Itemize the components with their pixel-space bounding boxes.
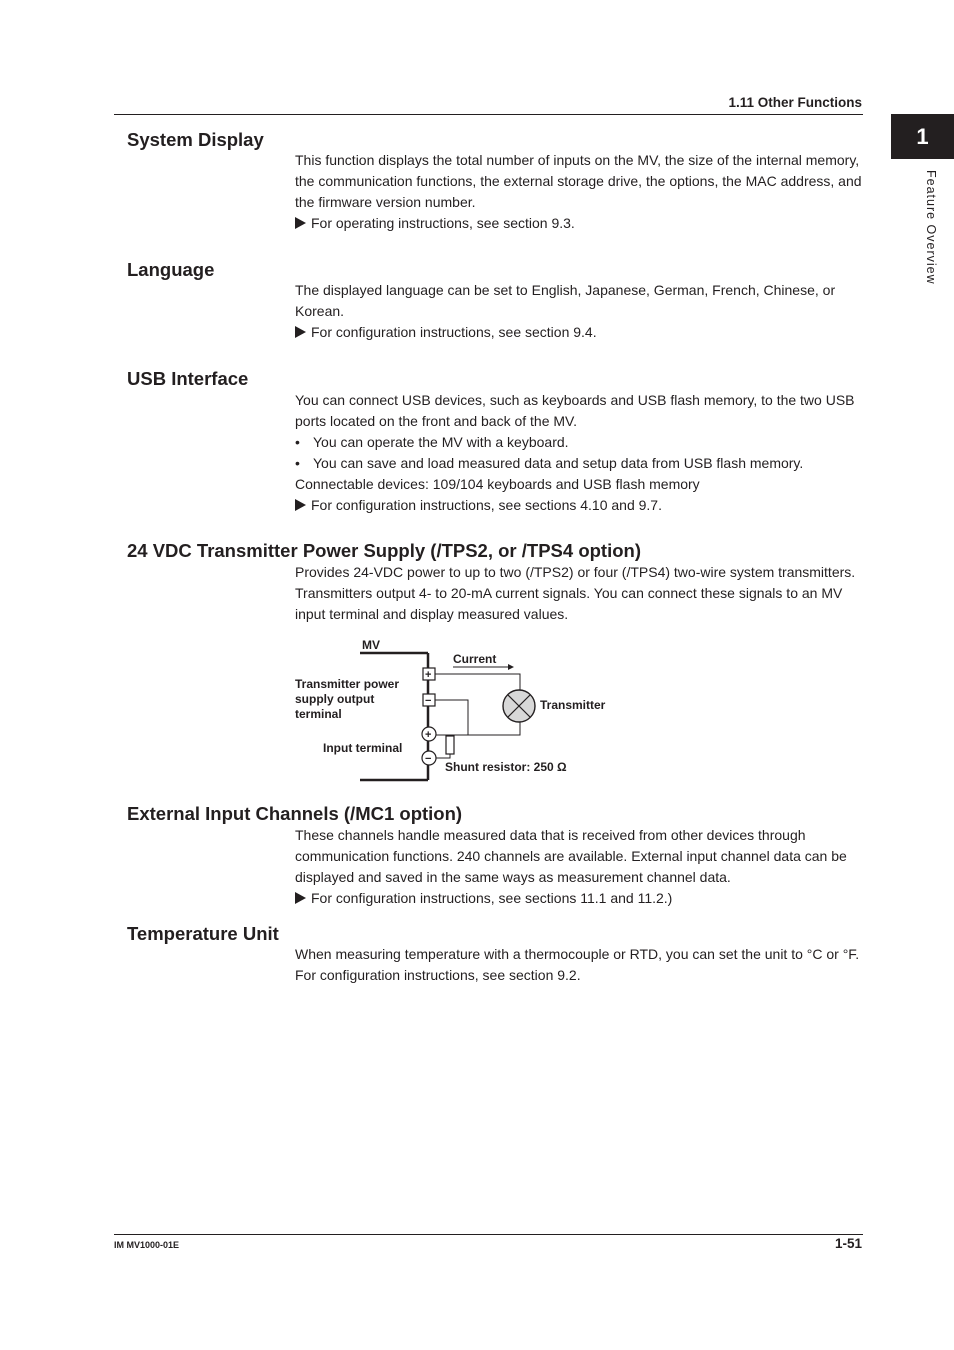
usb-ref: For configuration instructions, see sections 4.10 and 9.7. xyxy=(295,495,865,516)
document-id: IM MV1000-01E xyxy=(114,1240,180,1250)
supply-minus-sign: − xyxy=(425,695,432,707)
external-body xyxy=(295,825,865,909)
system-display-body xyxy=(295,150,865,234)
chapter-tab: 1 xyxy=(891,114,954,159)
system-display-text: This function displays the total number of inputs on the MV, the size of the internal memory, the communication functions, the external storage drive, the options, the MAC address, and the firmware version number. xyxy=(295,152,862,210)
label-supply-3: terminal xyxy=(295,707,342,721)
label-supply-2: supply output xyxy=(295,692,375,706)
page-number: 1-51 xyxy=(834,1236,862,1251)
current-arrow-head xyxy=(508,664,514,670)
wire-transmitter-to-input xyxy=(436,721,520,735)
label-mv: MV xyxy=(362,638,380,652)
usb-devices: Connectable devices: 109/104 keyboards and USB flash memory xyxy=(295,476,700,492)
heading-usb-interface: USB Interface xyxy=(127,368,249,389)
label-supply-1: Transmitter power xyxy=(295,677,400,691)
tps-text: Provides 24-VDC power to up to two (/TPS2) or four (/TPS4) two-wire system transmitters. Transmitters output 4- to 20-mA current signals. You can connect these signals to an MV input terminal and display measured values. xyxy=(295,564,856,622)
running-header: 1.11 Other Functions xyxy=(728,95,862,110)
usb-bullet: • You can save and load measured data and setup data from USB flash memory. xyxy=(295,453,865,474)
heading-external-input: External Input Channels (/MC1 option) xyxy=(127,803,463,824)
external-ref: For configuration instructions, see sections 11.1 and 11.2.) xyxy=(295,888,865,909)
tps-body xyxy=(295,562,865,625)
system-display-ref: For operating instructions, see section 9.3. xyxy=(295,213,865,234)
external-text: These channels handle measured data that is received from other devices through communication functions. 240 channels are available. External input channel data can be displayed and saved in the same ways as measurement channel data. xyxy=(295,827,847,885)
label-input-terminal: Input terminal xyxy=(323,741,403,755)
label-shunt: Shunt resistor: 250 Ω xyxy=(445,760,567,774)
heading-system-display: System Display xyxy=(127,129,264,150)
heading-language: Language xyxy=(127,259,215,280)
heading-tps: 24 VDC Transmitter Power Supply (/TPS2, or /TPS4 option) xyxy=(127,540,641,561)
language-ref: For configuration instructions, see section 9.4. xyxy=(295,322,865,343)
usb-text: You can connect USB devices, such as keyboards and USB flash memory, to the two USB ports located on the front and back of the MV. xyxy=(295,392,855,429)
transmitter-wiring-diagram xyxy=(290,632,630,792)
usb-bullet: • You can operate the MV with a keyboard. xyxy=(295,432,865,453)
label-current: Current xyxy=(453,652,497,666)
label-transmitter: Transmitter xyxy=(540,698,606,712)
chapter-side-label: Feature Overview xyxy=(924,170,938,285)
wire-supply-minus xyxy=(435,700,468,735)
input-plus-sign: + xyxy=(425,729,432,741)
supply-plus-sign: + xyxy=(425,669,432,681)
temperature-text: When measuring temperature with a thermocouple or RTD, you can set the unit to °C or °F. xyxy=(295,946,860,962)
temperature-ref: For configuration instructions, see section 9.2. xyxy=(295,967,581,983)
language-body xyxy=(295,280,865,343)
input-minus-sign: − xyxy=(425,753,432,765)
header-rule xyxy=(114,114,863,115)
temperature-body xyxy=(295,944,865,986)
wire-supply-to-transmitter xyxy=(435,674,520,691)
usb-body xyxy=(295,390,865,516)
language-text: The displayed language can be set to English, Japanese, German, French, Chinese, or Korean. xyxy=(295,282,836,319)
footer-rule xyxy=(114,1234,863,1235)
shunt-resistor-icon xyxy=(446,736,454,754)
heading-temperature-unit: Temperature Unit xyxy=(127,923,279,944)
